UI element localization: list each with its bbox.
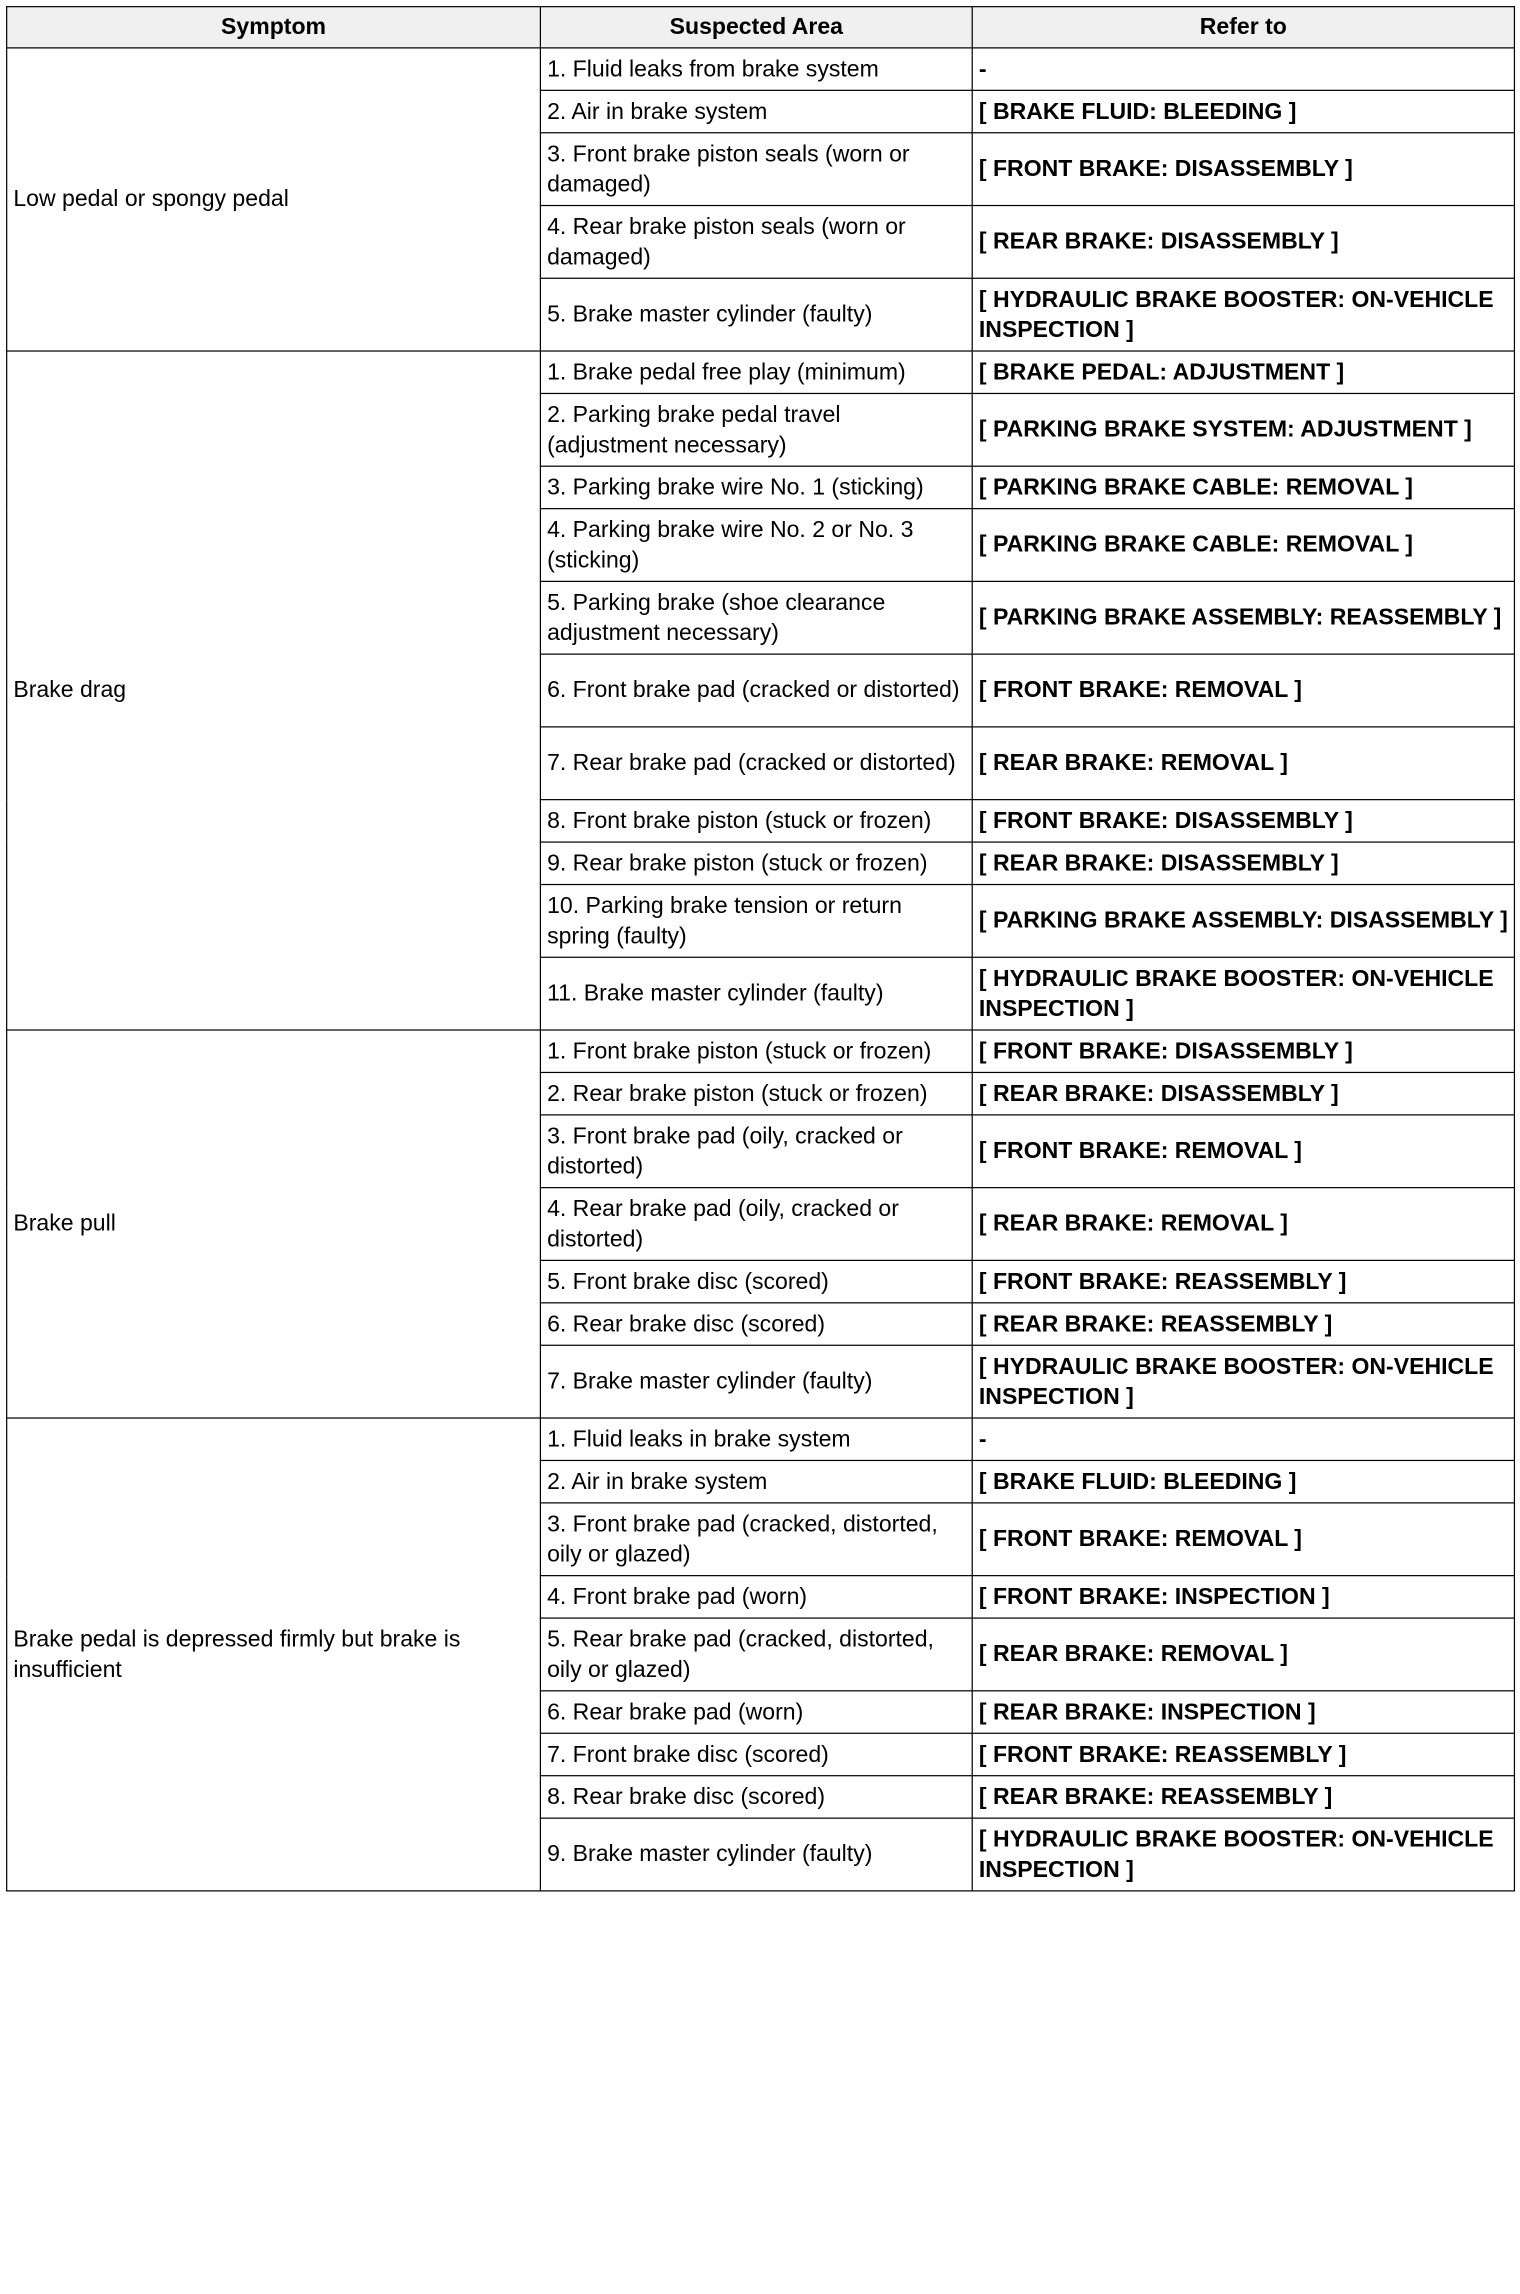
refer-to-cell: [ FRONT BRAKE: DISASSEMBLY ]: [972, 1030, 1514, 1072]
refer-to-cell: [ BRAKE FLUID: BLEEDING ]: [972, 90, 1514, 132]
refer-to-cell: [ PARKING BRAKE ASSEMBLY: REASSEMBLY ]: [972, 581, 1514, 654]
suspected-area-cell: 5. Rear brake pad (cracked, distorted, oily or glazed): [540, 1618, 972, 1691]
suspected-area-cell: 5. Brake master cylinder (faulty): [540, 278, 972, 351]
suspected-area-cell: 2. Air in brake system: [540, 1460, 972, 1502]
refer-to-cell: [ BRAKE PEDAL: ADJUSTMENT ]: [972, 351, 1514, 393]
refer-to-cell: [ REAR BRAKE: REMOVAL ]: [972, 1618, 1514, 1691]
suspected-area-cell: 8. Rear brake disc (scored): [540, 1776, 972, 1818]
suspected-area-cell: 7. Rear brake pad (cracked or distorted): [540, 727, 972, 800]
suspected-area-cell: 1. Fluid leaks in brake system: [540, 1418, 972, 1460]
suspected-area-cell: 6. Front brake pad (cracked or distorted): [540, 654, 972, 727]
refer-to-cell: [ REAR BRAKE: INSPECTION ]: [972, 1691, 1514, 1733]
refer-to-cell: [ HYDRAULIC BRAKE BOOSTER: ON-VEHICLE INSPECTION ]: [972, 1818, 1514, 1891]
refer-to-cell: [ FRONT BRAKE: INSPECTION ]: [972, 1576, 1514, 1618]
refer-to-cell: [ HYDRAULIC BRAKE BOOSTER: ON-VEHICLE INSPECTION ]: [972, 1345, 1514, 1418]
suspected-area-cell: 7. Front brake disc (scored): [540, 1733, 972, 1775]
suspected-area-cell: 8. Front brake piston (stuck or frozen): [540, 800, 972, 842]
refer-to-cell: [ FRONT BRAKE: REASSEMBLY ]: [972, 1260, 1514, 1302]
suspected-area-cell: 11. Brake master cylinder (faulty): [540, 957, 972, 1030]
suspected-area-cell: 2. Rear brake piston (stuck or frozen): [540, 1072, 972, 1114]
header-suspected-area: Suspected Area: [540, 7, 972, 48]
suspected-area-cell: 7. Brake master cylinder (faulty): [540, 1345, 972, 1418]
table-row: [7, 1030, 1515, 1072]
symptom-cell: Brake pull: [7, 1030, 541, 1418]
table-row: [7, 48, 1515, 90]
suspected-area-cell: 3. Front brake pad (oily, cracked or distorted): [540, 1115, 972, 1188]
header-row: [7, 7, 1515, 48]
refer-to-cell: -: [972, 48, 1514, 90]
refer-to-cell: [ PARKING BRAKE SYSTEM: ADJUSTMENT ]: [972, 393, 1514, 466]
refer-to-cell: [ FRONT BRAKE: REMOVAL ]: [972, 1115, 1514, 1188]
table-row: [7, 1418, 1515, 1460]
header-refer-to: Refer to: [972, 7, 1514, 48]
suspected-area-cell: 3. Parking brake wire No. 1 (sticking): [540, 466, 972, 508]
refer-to-cell: [ PARKING BRAKE CABLE: REMOVAL ]: [972, 466, 1514, 508]
suspected-area-cell: 1. Fluid leaks from brake system: [540, 48, 972, 90]
symptom-cell: Brake pedal is depressed firmly but brake is insufficient: [7, 1418, 541, 1891]
refer-to-cell: [ HYDRAULIC BRAKE BOOSTER: ON-VEHICLE INSPECTION ]: [972, 278, 1514, 351]
suspected-area-cell: 10. Parking brake tension or return spring (faulty): [540, 885, 972, 958]
symptom-cell: Brake drag: [7, 351, 541, 1030]
suspected-area-cell: 2. Parking brake pedal travel (adjustment necessary): [540, 393, 972, 466]
suspected-area-cell: 2. Air in brake system: [540, 90, 972, 132]
refer-to-cell: [ REAR BRAKE: REMOVAL ]: [972, 727, 1514, 800]
table-body: [7, 48, 1515, 1891]
suspected-area-cell: 4. Front brake pad (worn): [540, 1576, 972, 1618]
suspected-area-cell: 6. Rear brake disc (scored): [540, 1303, 972, 1345]
refer-to-cell: [ PARKING BRAKE CABLE: REMOVAL ]: [972, 509, 1514, 582]
suspected-area-cell: 1. Brake pedal free play (minimum): [540, 351, 972, 393]
suspected-area-cell: 4. Rear brake piston seals (worn or damaged): [540, 206, 972, 279]
refer-to-cell: [ BRAKE FLUID: BLEEDING ]: [972, 1460, 1514, 1502]
suspected-area-cell: 9. Rear brake piston (stuck or frozen): [540, 842, 972, 884]
suspected-area-cell: 4. Parking brake wire No. 2 or No. 3 (sticking): [540, 509, 972, 582]
refer-to-cell: [ REAR BRAKE: DISASSEMBLY ]: [972, 842, 1514, 884]
refer-to-cell: [ FRONT BRAKE: REMOVAL ]: [972, 654, 1514, 727]
refer-to-cell: [ FRONT BRAKE: REASSEMBLY ]: [972, 1733, 1514, 1775]
refer-to-cell: [ REAR BRAKE: REMOVAL ]: [972, 1188, 1514, 1261]
troubleshooting-table: [6, 6, 1515, 1891]
suspected-area-cell: 4. Rear brake pad (oily, cracked or distorted): [540, 1188, 972, 1261]
suspected-area-cell: 9. Brake master cylinder (faulty): [540, 1818, 972, 1891]
suspected-area-cell: 5. Parking brake (shoe clearance adjustment necessary): [540, 581, 972, 654]
suspected-area-cell: 3. Front brake piston seals (worn or damaged): [540, 133, 972, 206]
refer-to-cell: [ REAR BRAKE: DISASSEMBLY ]: [972, 1072, 1514, 1114]
refer-to-cell: -: [972, 1418, 1514, 1460]
table-row: [7, 351, 1515, 393]
suspected-area-cell: 6. Rear brake pad (worn): [540, 1691, 972, 1733]
suspected-area-cell: 5. Front brake disc (scored): [540, 1260, 972, 1302]
refer-to-cell: [ REAR BRAKE: REASSEMBLY ]: [972, 1303, 1514, 1345]
refer-to-cell: [ FRONT BRAKE: DISASSEMBLY ]: [972, 133, 1514, 206]
refer-to-cell: [ PARKING BRAKE ASSEMBLY: DISASSEMBLY ]: [972, 885, 1514, 958]
refer-to-cell: [ REAR BRAKE: DISASSEMBLY ]: [972, 206, 1514, 279]
refer-to-cell: [ FRONT BRAKE: DISASSEMBLY ]: [972, 800, 1514, 842]
suspected-area-cell: 1. Front brake piston (stuck or frozen): [540, 1030, 972, 1072]
header-symptom: Symptom: [7, 7, 541, 48]
refer-to-cell: [ FRONT BRAKE: REMOVAL ]: [972, 1503, 1514, 1576]
refer-to-cell: [ HYDRAULIC BRAKE BOOSTER: ON-VEHICLE INSPECTION ]: [972, 957, 1514, 1030]
suspected-area-cell: 3. Front brake pad (cracked, distorted, oily or glazed): [540, 1503, 972, 1576]
refer-to-cell: [ REAR BRAKE: REASSEMBLY ]: [972, 1776, 1514, 1818]
symptom-cell: Low pedal or spongy pedal: [7, 48, 541, 351]
